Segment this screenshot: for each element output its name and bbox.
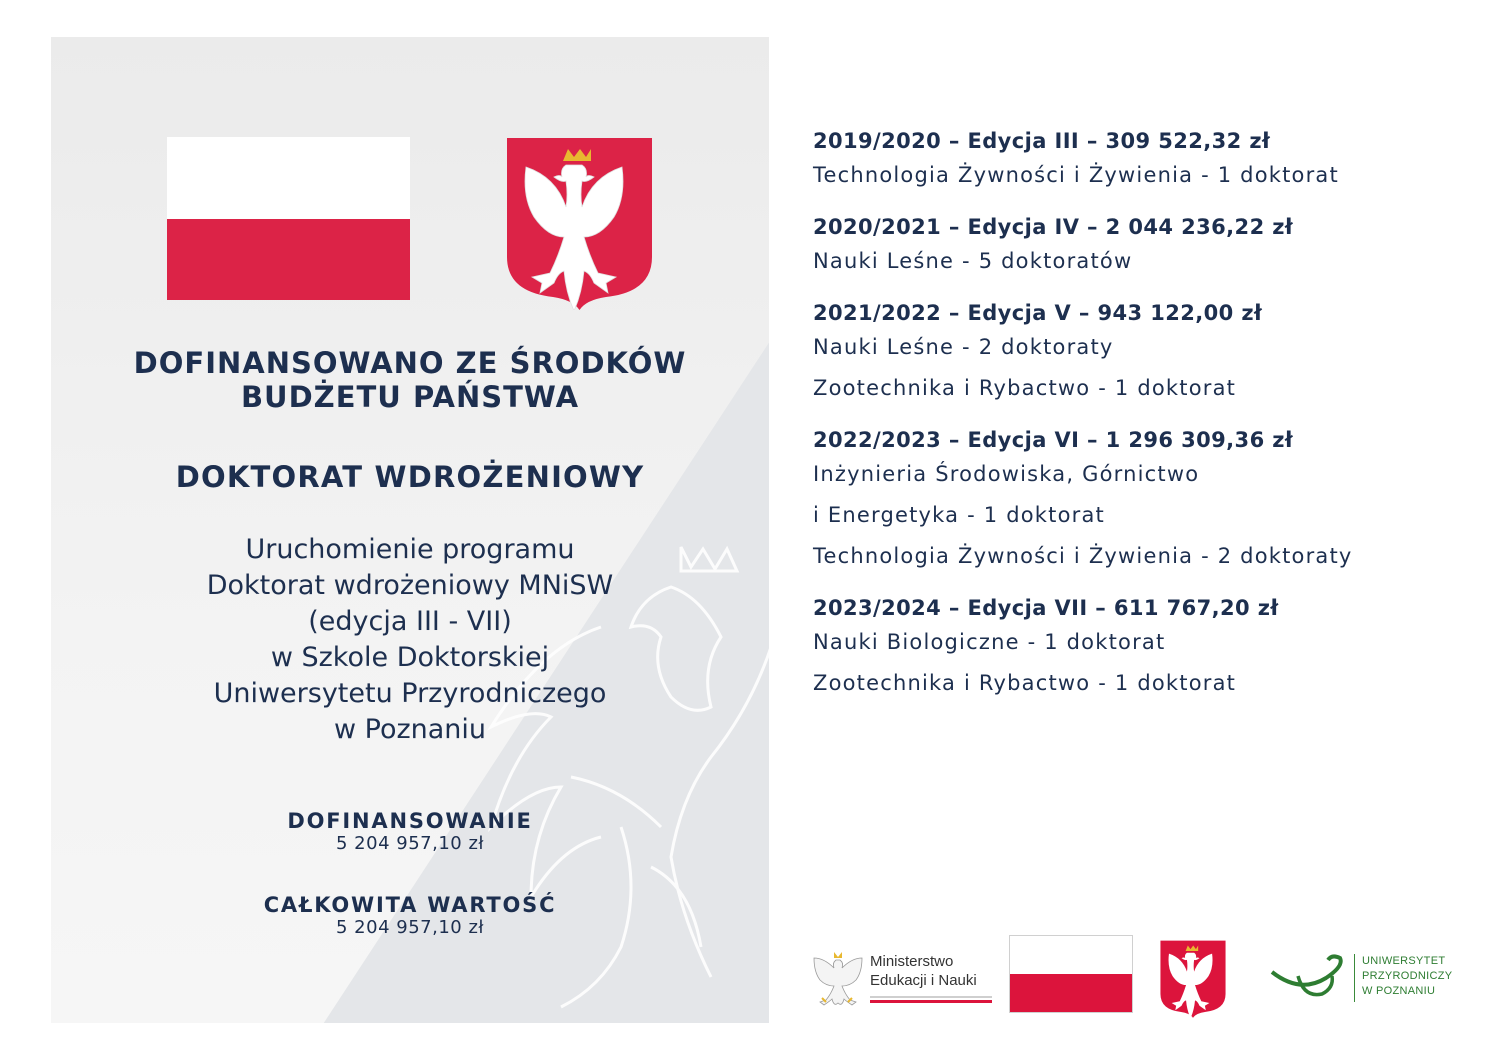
edition-title: 2022/2023 – Edycja VI – 1 296 309,36 zł (813, 428, 1294, 452)
ministry-eagle-icon (812, 948, 864, 1006)
funding-block (51, 809, 769, 854)
edition-detail: i Energetyka - 1 doktorat (813, 503, 1105, 527)
editions-list (813, 128, 1473, 711)
program-subheading: DOKTORAT WDROŻENIOWY (175, 460, 645, 494)
edition-detail: Zootechnika i Rybactwo - 1 doktorat (813, 671, 1237, 695)
heading-line-2: BUDŻETU PAŃSTWA (240, 380, 580, 414)
page-heading (51, 346, 769, 414)
edition-item (813, 300, 1473, 401)
edition-detail: Zootechnika i Rybactwo - 1 doktorat (813, 376, 1237, 400)
poland-emblem-small-icon (1160, 940, 1226, 1018)
university-logo-divider (1354, 954, 1355, 1002)
description-line: Uruchomienie programu (245, 534, 575, 565)
ministry-red-bar (870, 1000, 992, 1003)
edition-detail: Nauki Biologiczne - 1 doktorat (813, 630, 1166, 654)
university-name (1362, 954, 1452, 999)
edition-detail: Inżynieria Środowiska, Górnictwo (813, 462, 1200, 486)
edition-detail: Technologia Żywności i Żywienia - 1 doktorat (813, 163, 1339, 187)
total-value-block (51, 893, 769, 938)
university-name-line: UNIWERSYTET (1362, 955, 1446, 967)
funding-value: 5 204 957,10 zł (335, 833, 485, 854)
ministry-logo (812, 948, 1002, 1008)
edition-title: 2021/2022 – Edycja V – 943 122,00 zł (813, 301, 1263, 325)
poland-flag-icon (167, 137, 410, 300)
poland-flag-small-icon (1009, 935, 1133, 1013)
heading-line-1: DOFINANSOWANO ZE ŚRODKÓW (133, 346, 687, 380)
poland-emblem-icon (506, 137, 653, 310)
university-logo (1270, 948, 1470, 1008)
ministry-name-line: Ministerstwo (870, 953, 954, 970)
university-name-line: W POZNANIU (1362, 985, 1436, 997)
ministry-name (870, 952, 977, 990)
funding-label: DOFINANSOWANIE (287, 809, 533, 833)
description-line: Doktorat wdrożeniowy MNiSW (206, 570, 614, 601)
edition-item (813, 595, 1473, 696)
edition-detail: Nauki Leśne - 2 doktoraty (813, 335, 1114, 359)
edition-title: 2020/2021 – Edycja IV – 2 044 236,22 zł (813, 215, 1294, 239)
description-line: (edycja III - VII) (308, 606, 512, 637)
total-value-label: CAŁKOWITA WARTOŚĆ (263, 893, 557, 917)
edition-item (813, 128, 1473, 188)
edition-item (813, 427, 1473, 569)
ministry-divider (870, 996, 992, 998)
edition-detail: Nauki Leśne - 5 doktoratów (813, 249, 1133, 273)
edition-detail: Technologia Żywności i Żywienia - 2 doktoraty (813, 544, 1353, 568)
description-line: Uniwersytetu Przyrodniczego (213, 678, 607, 709)
description-line: w Poznaniu (333, 714, 487, 745)
edition-title: 2023/2024 – Edycja VII – 611 767,20 zł (813, 596, 1279, 620)
ministry-name-line: Edukacji i Nauki (870, 972, 977, 989)
logos-bar (810, 930, 1470, 1020)
left-panel (51, 37, 769, 1023)
description-line: w Szkole Doktorskiej (270, 642, 550, 673)
edition-title: 2019/2020 – Edycja III – 309 522,32 zł (813, 129, 1271, 153)
university-name-line: PRZYRODNICZY (1362, 970, 1453, 982)
university-swoosh-icon (1270, 954, 1352, 1004)
program-description (51, 532, 769, 748)
edition-item (813, 214, 1473, 274)
total-value-amount: 5 204 957,10 zł (335, 917, 485, 938)
